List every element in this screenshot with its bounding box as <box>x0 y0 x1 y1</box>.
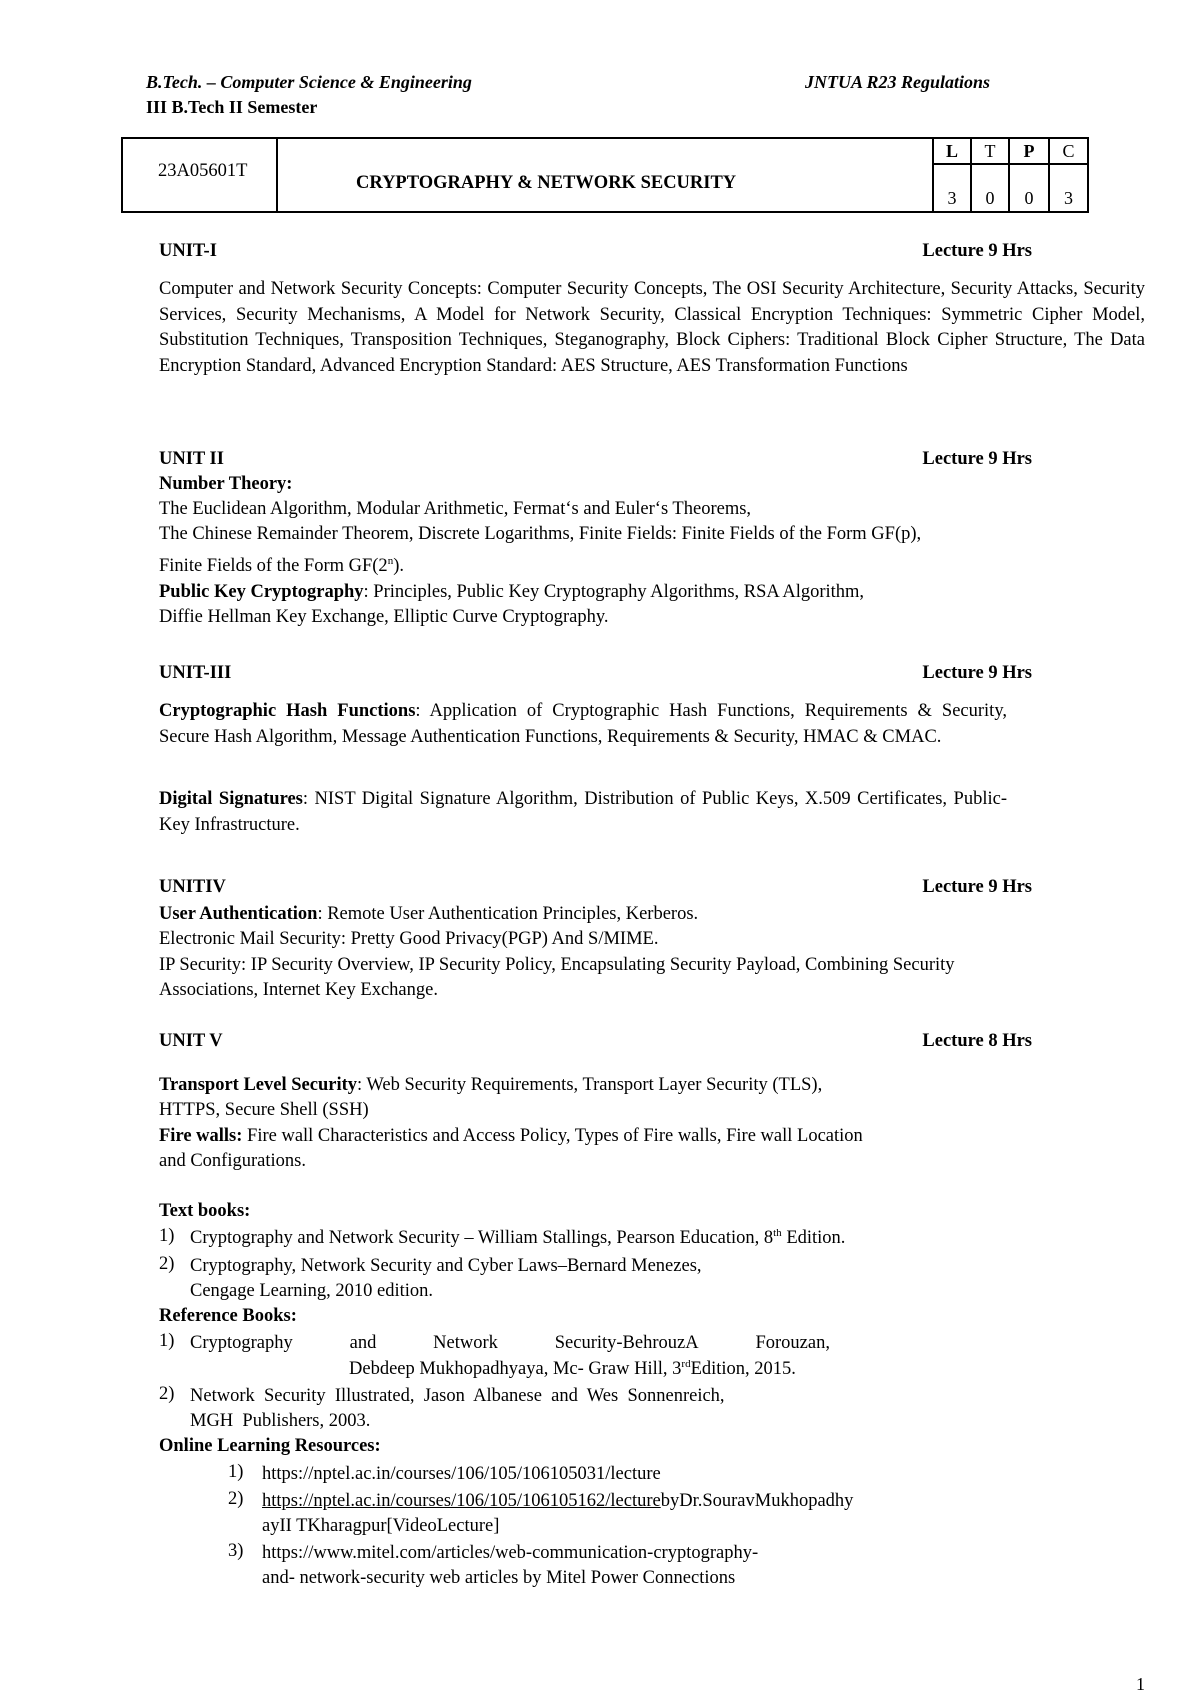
unit-1-name: UNIT-I <box>159 241 217 261</box>
ltpc-value-l: 3 <box>933 164 971 212</box>
reference-2-number: 2) <box>159 1384 175 1404</box>
unit-3-heading <box>159 663 1032 684</box>
unit-2-heading <box>159 449 1032 470</box>
unit-3-name: UNIT-III <box>159 663 232 683</box>
user-auth-label: User Authentication <box>159 904 318 924</box>
textbook-2-line-1: Cryptography, Network Security and Cyber Laws–Bernard Menezes, <box>190 1256 702 1276</box>
reference-1-number: 1) <box>159 1331 175 1351</box>
course-table <box>121 137 1089 213</box>
reference-2-line-2: MGH Publishers, 2003. <box>190 1411 371 1431</box>
ip-security-line-1: IP Security: IP Security Overview, IP Security Policy, Encapsulating Security Payload, Combining Security <box>159 955 955 975</box>
firewalls-line: Fire walls: Fire wall Characteristics and Access Policy, Types of Fire walls, Fire wall Location <box>159 1126 863 1146</box>
reference-2-line-1: Network Security Illustrated, Jason Albanese and Wes Sonnenreich, <box>190 1386 725 1406</box>
reference-1-line-2: Debdeep Mukhopadhyaya, Mc- Graw Hill, 3rdEdition, 2015. <box>349 1357 796 1379</box>
online-2-link[interactable]: https://nptel.ac.in/courses/106/105/106105162/lecture <box>262 1491 661 1511</box>
regulation-header: JNTUA R23 Regulations <box>805 72 991 92</box>
unit-2-hours: Lecture 9 Hrs <box>922 449 1032 469</box>
unit-5-heading <box>159 1031 1032 1052</box>
unit-5-name: UNIT V <box>159 1031 223 1051</box>
textbook-2-line-2: Cengage Learning, 2010 edition. <box>190 1281 434 1301</box>
unit-1-content: Computer and Network Security Concepts: Computer Security Concepts, The OSI Security Architecture, Security Attacks, Security Services, Security Mechanisms, A Model for Network Security, Classical Encryption Techniques: Symmetric Cipher Model, Substitution Techniques, Transposition Techniques, Steganography, Block Ciphers: Traditional Block Cipher Structure, The Data Encryption Standard, Advanced Encryption Standard: AES Structure, AES Transformation Functions <box>159 279 1145 376</box>
tls-label: Transport Level Security <box>159 1075 357 1095</box>
tls-line-2: HTTPS, Secure Shell (SSH) <box>159 1100 369 1120</box>
course-code: 23A05601T <box>122 138 277 212</box>
unit-4-heading <box>159 877 1032 898</box>
digital-signatures-label: Digital Signatures <box>159 789 303 809</box>
unit-3-hours: Lecture 9 Hrs <box>922 663 1032 683</box>
semester-header: III B.Tech II Semester <box>146 97 318 117</box>
unit-4-name: UNITIV <box>159 877 226 897</box>
ltpc-value-p: 0 <box>1009 164 1049 212</box>
public-key-line-2: Diffie Hellman Key Exchange, Elliptic Curve Cryptography. <box>159 607 609 627</box>
ip-security-line-2: Associations, Internet Key Exchange. <box>159 980 438 1000</box>
hash-functions-label: Cryptographic Hash Functions <box>159 701 416 721</box>
unit-1-heading <box>159 241 1032 262</box>
online-2-line-1: https://nptel.ac.in/courses/106/105/106105162/lecturebyDr.SouravMukhopadhy <box>262 1491 854 1511</box>
user-auth-line: User Authentication: Remote User Authentication Principles, Kerberos. <box>159 904 699 924</box>
digital-signatures-paragraph: Digital Signatures: NIST Digital Signature Algorithm, Distribution of Public Keys, X.509 Certificates, Public- Key Infrastructure. <box>159 789 1007 835</box>
tls-line: Transport Level Security: Web Security Requirements, Transport Layer Security (TLS), <box>159 1075 823 1095</box>
online-1-link[interactable]: https://nptel.ac.in/courses/106/105/106105031/lecture <box>262 1464 661 1484</box>
textbook-2-number: 2) <box>159 1254 175 1274</box>
number-theory-heading: Number Theory: <box>159 474 293 494</box>
ltpc-header-c: C <box>1049 138 1088 164</box>
online-2-line-2: ayII TKharagpur[VideoLecture] <box>262 1516 500 1536</box>
textbook-1: Cryptography and Network Security – William Stallings, Pearson Education, 8th Edition. <box>190 1226 846 1248</box>
firewalls-label: Fire walls: <box>159 1126 243 1146</box>
ltpc-header-t: T <box>971 138 1009 164</box>
unit-2-name: UNIT II <box>159 449 224 469</box>
textbooks-heading: Text books: <box>159 1201 251 1221</box>
online-2-number: 2) <box>228 1489 244 1509</box>
public-key-line: Public Key Cryptography: Principles, Public Key Cryptography Algorithms, RSA Algorithm, <box>159 582 865 602</box>
firewalls-line-2: and Configurations. <box>159 1151 306 1171</box>
ltpc-value-t: 0 <box>971 164 1009 212</box>
unit-5-hours: Lecture 8 Hrs <box>922 1031 1032 1051</box>
online-resources-heading: Online Learning Resources: <box>159 1436 381 1456</box>
unit-2-line-3: Finite Fields of the Form GF(2$^n$). <box>159 554 404 576</box>
textbook-1-number: 1) <box>159 1226 175 1246</box>
unit-2-line-2: The Chinese Remainder Theorem, Discrete Logarithms, Finite Fields: Finite Fields of the Form GF(p), <box>159 524 922 544</box>
email-security-line: Electronic Mail Security: Pretty Good Privacy(PGP) And S/MIME. <box>159 929 659 949</box>
ltpc-value-c: 3 <box>1049 164 1088 212</box>
ltpc-header-l: L <box>933 138 971 164</box>
hash-functions-paragraph: Cryptographic Hash Functions: Application of Cryptographic Hash Functions, Requirements & Security, Secure Hash Algorithm, Message Authentication Functions, Requirements & Security, HMAC & CMAC. <box>159 701 1007 747</box>
reference-books-heading: Reference Books: <box>159 1306 297 1326</box>
online-3-link[interactable]: https://www.mitel.com/articles/web-communication-cryptography- <box>262 1543 759 1563</box>
program-header: B.Tech. – Computer Science & Engineering <box>146 72 472 92</box>
public-key-label: Public Key Cryptography <box>159 582 364 602</box>
online-1-number: 1) <box>228 1462 244 1482</box>
unit-4-hours: Lecture 9 Hrs <box>922 877 1032 897</box>
reference-1-line-1: Cryptography and Network Security-BehrouzA Forouzan, <box>190 1333 830 1353</box>
unit-1-hours: Lecture 9 Hrs <box>922 241 1032 261</box>
online-3-line-2: and- network-security web articles by Mitel Power Connections <box>262 1568 736 1588</box>
online-3-number: 3) <box>228 1541 244 1561</box>
course-title: CRYPTOGRAPHY & NETWORK SECURITY <box>277 138 933 212</box>
unit-2-line-1: The Euclidean Algorithm, Modular Arithmetic, Fermat‘s and Euler‘s Theorems, <box>159 499 752 519</box>
ltpc-header-p: P <box>1009 138 1049 164</box>
page-number: 1 <box>1136 1674 1145 1694</box>
